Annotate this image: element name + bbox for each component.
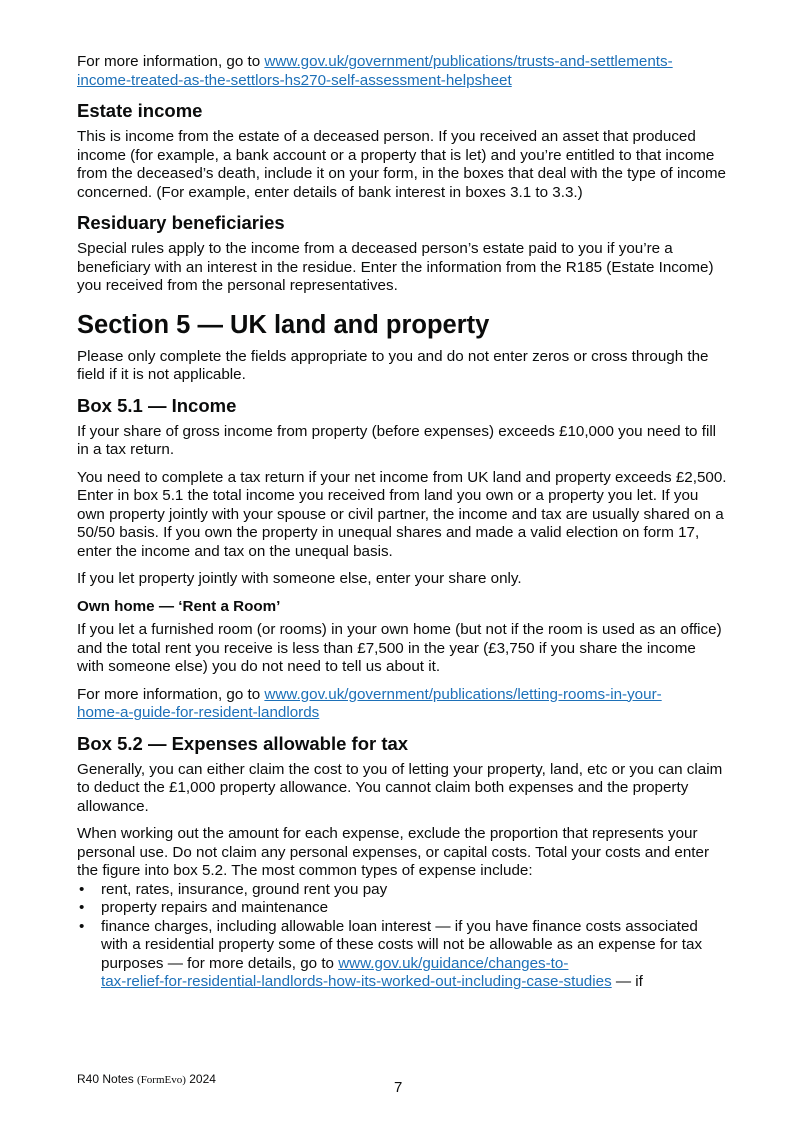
intro-text: For more information, go to xyxy=(77,53,265,70)
expense-list xyxy=(77,881,727,992)
section-5-body: Please only complete the fields appropriate to you and do not enter zeros or cross through the field if it is not applicable. xyxy=(77,347,709,383)
landlords-tax-relief-link[interactable]: www.gov.uk/guidance/changes-to- tax-relief-for-residential-landlords-how-its-worked-out-including-case-studies xyxy=(101,954,612,990)
box-5-2-paragraph-2: When working out the amount for each expense, exclude the proportion that represents your personal use. Do not claim any personal expenses, or capital costs. Total your costs and enter the figure into box 5.2. The most common types of expense include: xyxy=(77,825,710,879)
expense-list-item: • property repairs and maintenance xyxy=(79,899,329,916)
rent-a-room-body: If you let a furnished room (or rooms) in your own home (but not if the room is used as an office) and the total rent you receive is less than £7,500 in the year (£3,750 if you share the income with someone else) you do not need to tell us about it. xyxy=(77,621,722,675)
expense-list-item: • finance charges, including allowable loan interest — if you have finance costs associated with a residential property some of these costs will not be allowable as an expense for tax purposes — for more details, go to www.gov.uk/guidance/changes-to- tax-relief-for-residential-landlords-how-its-worked-out-including-case-studies — if xyxy=(79,917,703,990)
bullet-icon: • xyxy=(79,880,85,898)
bullet-icon: • xyxy=(79,899,85,916)
page-number: 7 xyxy=(394,1079,403,1096)
rent-a-room-heading: Own home — ‘Rent a Room’ xyxy=(77,597,281,615)
box-5-2-heading: Box 5.2 — Expenses allowable for tax xyxy=(77,732,409,754)
letting-rooms-paragraph xyxy=(77,686,727,723)
letting-rooms-link[interactable]: www.gov.uk/government/publications/letting-rooms-in-your- home-a-guide-for-resident-landlords xyxy=(77,685,662,721)
hs270-link[interactable]: www.gov.uk/government/publications/trusts-and-settlements- income-treated-as-the-settlors-hs270-self-assessment-helpsheet xyxy=(77,53,673,89)
residuary-beneficiaries-body: Special rules apply to the income from a deceased person’s estate paid to you if you’re a beneficiary with an interest in the residue. Enter the information from the R185 (Estate Income) you received from the personal representatives. xyxy=(77,240,714,294)
bullet-icon: • xyxy=(79,917,85,935)
intro-paragraph xyxy=(77,53,727,90)
box-5-1-heading: Box 5.1 — Income xyxy=(77,394,237,416)
letting-rooms-text: For more information, go to xyxy=(77,685,265,703)
box-5-1-paragraph-1: If your share of gross income from property (before expenses) exceeds £10,000 you need to fill in a tax return. xyxy=(77,422,717,458)
expense-list-item: • rent, rates, insurance, ground rent you pay xyxy=(79,880,388,898)
estate-income-heading: Estate income xyxy=(77,100,203,121)
box-5-2-paragraph-1: Generally, you can either claim the cost to you of letting your property, land, etc or you can claim to deduct the £1,000 property allowance. You cannot claim both expenses and the property allowance. xyxy=(77,760,723,815)
residuary-beneficiaries-heading: Residuary beneficiaries xyxy=(77,212,285,233)
footer-form-name: R40 Notes (FormEvo) 2024 xyxy=(77,1072,216,1086)
box-5-1-paragraph-2: You need to complete a tax return if your net income from UK land and property exceeds £2,500. Enter in box 5.1 the total income you received from land you own or a property you let. If you own property jointly with your spouse or civil partner, the income and tax are usually shared on a 50/50 basis. If you own the property in unequal shares and made a valid election on form 17, enter the income and tax on the unequal basis. xyxy=(77,468,727,560)
page-content xyxy=(77,53,727,992)
estate-income-body: This is income from the estate of a deceased person. If you received an asset that produced income (for example, a bank account or a property that is let) and you’re entitled to that income from the deceased’s death, include it on your form, in the boxes that deal with the type of income concerned. (For example, enter details of bank interest in boxes 3.1 to 3.3.) xyxy=(77,128,726,201)
box-5-1-paragraph-3: If you let property jointly with someone else, enter your share only. xyxy=(77,570,522,587)
section-5-heading: Section 5 — UK land and property xyxy=(77,310,490,339)
